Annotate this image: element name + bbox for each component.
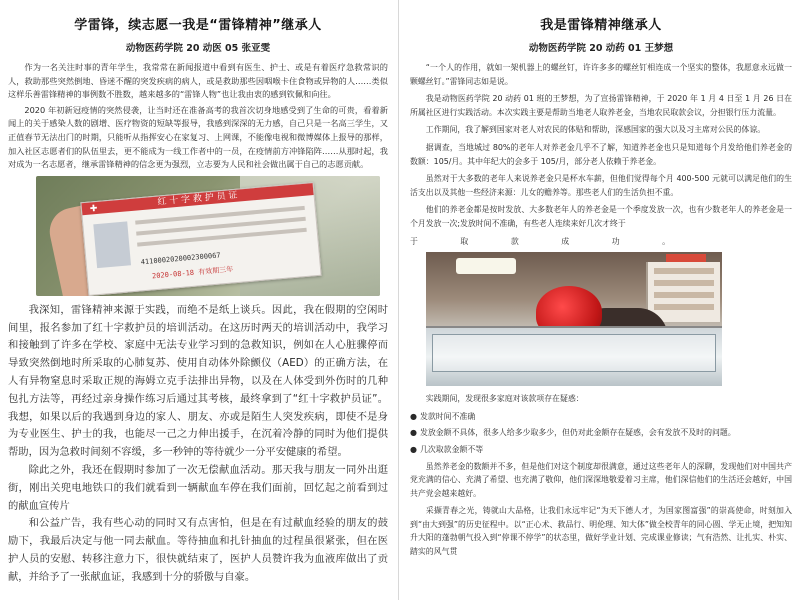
right-paragraph-7: 虽然养老金的数额并不多，但是他们对这个制度却很满意，通过这些老年人的深聊，发现他们对中国共产党充满的信心、充满了希望、也充满了敬仰，他们深深地敬爱着习主席，他们深信他们的生活还会越好，中国共产党会越来越好。 [410, 461, 792, 498]
left-paragraph-4: 除此之外，我还在假期时参加了一次无偿献血活动。那天我与朋友一同外出逛街，刚出关兜电地铁口的我们就看到一辆献血车停在我们面前，回忆起之前看到过的献血宣传片 [8, 463, 388, 512]
left-article-title: 学雷锋，续志愿一我是“雷锋精神”继承人 [74, 18, 322, 33]
certificate-number: 4110002020002300067 [140, 251, 221, 267]
id-photo-placeholder [93, 221, 131, 268]
right-paragraph-2: 我是动物医药学院 20 动药 01 班的王梦想，为了宣扬雷锋精神，于 2020 年 1 月 4 日至 1 月 26 日在所属社区进行实践活动。本次实践主要是帮助当地老人取养老金，当地农民取款会议，分担银行压力流量。 [410, 94, 792, 117]
page-divider [398, 0, 399, 600]
right-paragraph-6: 他们的养老金都是按时发放、大多数老年人的养老金是一个季度发放一次，也有少数老年人的养老金是一个月发放一次;发放时间不准确，有些老人连续来好几次才终于 [410, 205, 792, 228]
spread-word: 。 [662, 236, 691, 246]
left-document-page [8, 0, 388, 600]
spread-word: 款 [510, 236, 539, 246]
ceiling-lamp [456, 258, 516, 274]
service-counter [426, 326, 722, 386]
bullet-item: ● 发放金额不具体，很多人给多少取多少，但仍对此金额存在疑惑，会有发放不及时的问题。 [410, 426, 792, 440]
right-paragraph-5: 虽然对于大多数的老年人来说养老金只是杯水车薪，但他们觉得每个月 400-500 元就可以满足他们的生活支出以及其他一些经济来源：儿女的赡养等。那些老人们的生活负担不重。 [410, 174, 792, 197]
bank-counter-photo [426, 252, 722, 386]
left-paragraph-2: 2020 年初新冠疫情的突然侵袭，让当时还在准备高考的我首次切身地感受到了生命的可贵，看着新闻上的关于感染人数的剧增、医疗物资的短缺等报导，我感到深深的无力感，自己只是一名高三学生，又正值春节无法出门的时期，只能听从指挥安心在家复习、上网课，不能像电视和微博媒体上报导的那样，加入社区志愿者们的队伍里去，更不能成为一线工作者中的一员，在疫情前方冲锋陷阵……从那时起，我对成为一名志愿者，继承雷锋精神的信念更为强烈，立志要为人民和社会做出属于自己的志愿贡献。 [8, 104, 388, 170]
certificate-band-title: 红 十 字 救 护 员 证 [81, 183, 313, 215]
right-paragraph-4: 据调查，当地城过 80%的老年人对养老金几乎不了解，知道养老金也只是知道每个月发给他们养老金的数额：105/月。其中年纪大的会多于 105/月，部分老人依赖于养老金。 [410, 142, 792, 166]
red-cross-certificate-photo [36, 176, 380, 296]
spread-words-line [410, 235, 792, 249]
right-paragraph-3: 工作期间，我了解到国家对老人对农民的体贴和帮助，深感国家的强大以及习主席对公民的体谅。 [425, 125, 766, 135]
left-paragraph-5: 和公益广告，我有些心动的同时又有点害怕，但是在有过献血经验的朋友的鼓励下，我最后决定与他一同去献血。等待抽血和扎针抽血的过程虽很紧张，但在医护人员的安慰、转移注意力下，很快就结束了，医护人员赞许我为血液库做出了贡献，并给予了一张献血证，我感到十分的骄傲与自豪。 [8, 517, 388, 583]
certificate-date: 2020-08-18 有效期三年 [151, 265, 234, 281]
left-paragraph-3: 我深知，雷锋精神来源于实践，而绝不是纸上谈兵。因此，我在假期的空闲时间里，报名参加了红十字救护员的培训活动。在这历时两天的培训活动中，我学习和接触到了许多在学校、家庭中无法专业学习到的急救知识，例如在人心脏骤停而导致突然倒地时所采取的心肺复苏、使用自动体外除颤仪（AED）的正确方法，在人有异物窒息时采取正规的海姆立克手法排出异物，以及在人体受到外伤时的几种包扎方法等，再经过亲身操作练习后通过其考核，最终拿到了“红十字救护员证”。我想，如果以后的我遇到身边的家人、朋友、亦或是陌生人突发疾病，即使不是身为专业医生、护士的我，也能尽一己之力伸出援手，在沉着冷静的同时为他们提供帮助，因为急救时间刻不容缓，多一秒钟的等待就少一分平安健康的希望。 [8, 303, 388, 459]
spread-word: 于 [410, 236, 438, 246]
spread-word: 功 [611, 236, 640, 246]
right-document-page [410, 0, 792, 600]
bullet-item: ● 发款时间不准确 [410, 410, 792, 424]
bullet-dot-icon: ● [410, 428, 417, 438]
bullet-item: ● 几次取款金额不等 [410, 443, 792, 457]
right-article-byline: 动物医药学院 20 动药 01 王梦想 [528, 43, 674, 54]
bullet-dot-icon: ● [410, 444, 417, 454]
right-paragraph-8: 采撷青春之光，铸就山大品格，让我们永远牢记“为天下德人才，为国家图富强”的崇高使命，时刻加入到“由大到强”的历史征程中。以“正心术、救品行、明伦理、知大体”做全校青年的同心圆、学无止境，把知知升大阳的蓬勃朝气投入到“停课不停学”的状态里，做好学业计划、完成课业修读；气有浩然、让扎实、朴实、踏实的风气贯 [410, 506, 792, 557]
certificate-text-lines [135, 206, 307, 254]
rescuer-certificate-card [80, 182, 321, 296]
bullet-dot-icon: ● [410, 411, 417, 421]
right-article-title: 我是雷锋精神继承人 [540, 18, 662, 33]
left-paragraph-1: 作为一名关注时事的青年学生，我常常在新闻报道中看到有医生、护士、或是有着医疗急救常识的人，救助那些突然倒地、昏迷不醒的突发疾病的病人，或是救助那些因咽喉卡住食物或异物的人……类似这样乐善雷锋精神的事例数不胜数，越来越多的“雷锋人物”也让我由衷的感到钦佩和向往。 [8, 62, 388, 100]
after-photo-intro: 实践期间，发现很多家庭对该款项存在疑惑： [425, 394, 584, 404]
spread-word: 成 [561, 236, 590, 246]
red-cross-icon: ✚ [89, 203, 98, 215]
left-article-byline: 动物医药学院 20 动医 05 张亚雯 [125, 43, 271, 54]
spread-word: 取 [460, 236, 489, 246]
display-shelf [646, 262, 720, 322]
red-sign [666, 254, 706, 262]
right-paragraph-1: “一个人的作用，就如一架机器上的螺丝钉，许许多多的螺丝钉相连成一个坚实的整体，我愿意永远做一颗螺丝钉。”雷锋同志如是说。 [410, 63, 792, 86]
